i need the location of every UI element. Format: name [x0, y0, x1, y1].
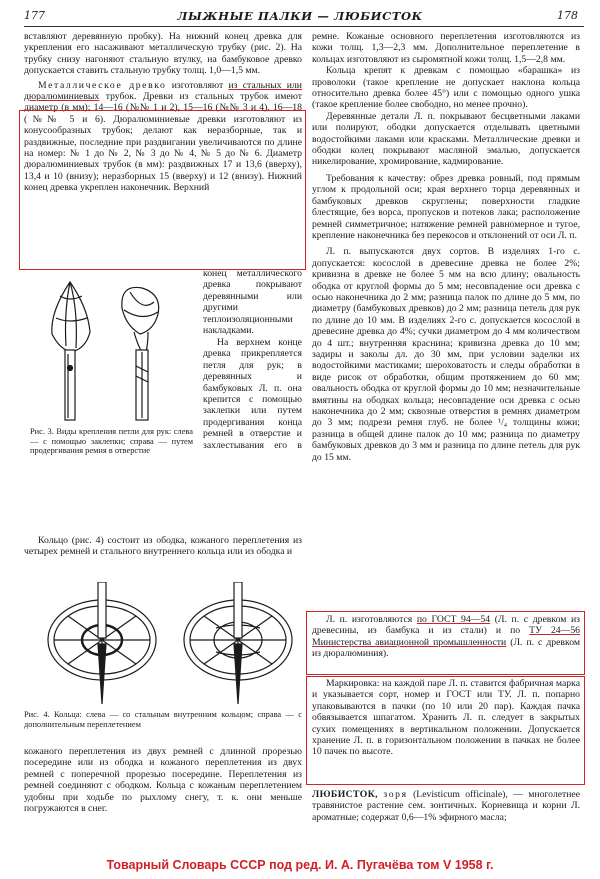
left-p4-box [24, 535, 302, 558]
ring-steel-inner-drawing [48, 582, 156, 704]
grip-threaded-drawing [122, 287, 159, 420]
left-p2-mid: изготовляют [171, 79, 224, 91]
gost-lead: Л. п. изготовляются [326, 614, 413, 625]
steel-duralumin-underline: из стальных или дюралюминиевых [24, 79, 302, 103]
left-paragraph-5: кожаного переплетения из двух ремней с длинной прорезью посередине или из ободка и кожаного переплетения из двух ремней с поперечной прорезью посередине. Переплетения из ремней соединяют с ободком. Кольца с кожаным переплетением удобны при ходьбе по рыхлому снегу, т. к. они меньше погружаются в снег. [24, 746, 302, 815]
entry-lovage [312, 789, 580, 823]
page-number-right: 178 [557, 9, 578, 22]
gost-reference: по ГОСТ 94—54 [416, 614, 491, 625]
right-paragraph-7: Маркировка: на каждой паре Л. п. ставится фабричная марка и указывается сорт, номер и ГОСТ или ТУ. Л. п. попарно упаковываются в пачки (по 10 или 20 пар). Каждая пачка обвязывается шпагатом. Хранить Л. п. следует в закрытых сухих помещениях в вертикальном положении. Допускается хранение Л. п. в горизонтальном положении в пачках не более 10 пачек по высоте. [312, 678, 580, 758]
left-paragraph-4: Кольцо (рис. 4) состоит из ободка, кожаного переплетения из четырех ремней и стального внутреннего кольца или из ободка и [24, 535, 302, 558]
left-paragraph-3: На верхнем конце древка прикрепляется петля для рук; в деревянных и бамбуковых Л. п. она крепится с помощью заклепки или путем продергивания конца ремней в отверстие и захлестывания его в [203, 337, 302, 451]
page-number-left: 177 [24, 9, 45, 22]
figure-4-illustration [40, 582, 302, 706]
header-rule [24, 26, 584, 27]
left-p3-start [203, 337, 302, 452]
right-paragraph-2: Кольца крепят к древкам с помощью «барашка» из проволоки (такое крепление не допускает наклона кольца относительно древка более 45°) или с помощью одного ушка (такое крепление более свободно, но менее прочно). [312, 65, 580, 111]
tu-scope: (Л. п. с древком из дюралюминия). [312, 636, 581, 660]
right-column [312, 31, 580, 463]
entry-headword: ЛЮБИСТОК, [312, 789, 378, 800]
annotation-box-standards [306, 611, 585, 675]
left-p3-continuation-box [24, 452, 302, 532]
entry-latin-name: (Levisticum officinale), [413, 789, 508, 800]
running-title: ЛЫЖНЫЕ ПАЛКИ — ЛЮБИСТОК [177, 9, 423, 23]
figure-3-illustration [30, 272, 190, 422]
left-p5-box [24, 746, 302, 814]
entry-definition: — многолетнее травянистое растение сем. зонтичных. Корневища и корни Л. ароматные; содержат 0,6—1% эфирного масла; [312, 789, 581, 823]
annotation-box-marking [306, 676, 585, 785]
left-p2-rest: трубок. Древки из стальных трубок имеют диаметр (в мм): 14—16 (№№ 1 и 2), 15—16 (№№ 3 и 4), 16—18 (№№ 5 и 6). Дюралюминиевые древки изготовляют из конусообразных трубок; делают как неразборные, так и раздвижные, последние при раздвигании увеличиваются по длине на номер: № 1 до № 2, № 3 до № 4, № 5 до № 6. Диаметр дюралюминиевых трубок (в мм): раздвижных 17 и 13,6 (вверху), 13,4 и 10 (внизу); неразборных 15 (вверху) и 12 (внизу). Нижний конец древка укреплен наконечник. Верхний [24, 91, 302, 194]
tu-reference: ТУ 24—56 Министерства авиационной промышленности [312, 625, 581, 648]
left-wrap-text [203, 268, 302, 336]
ski-rings-drawing [40, 582, 302, 706]
left-wrap-text-2 [203, 337, 302, 452]
source-title: Товарный Словарь СССР под ред. И. А. Пугачёва том V 1958 г. [106, 858, 494, 872]
figure-4-caption: Рис. 4. Кольца: слева — со стальным внутренним кольцом; справа — с дополнительным переплетением [24, 710, 302, 729]
gost-scope: (Л. п. с древком из древесины, из бамбука и из стали) [312, 614, 581, 637]
entry-lovage-text [312, 789, 580, 823]
right-paragraph-1: ремне. Кожаные основного переплетения изготовляются из кожи толщ. 1,3—2,3 мм. Дополнительное переплетение в кольцах изготовляют из сыромятной кожи толщ. 1,5—2,8 мм. [312, 31, 580, 65]
ring-extra-weave-drawing [184, 582, 292, 704]
metal-shaft-term: Металлическое древко [38, 79, 167, 91]
grip-rivet-drawing [52, 282, 90, 420]
left-p2-after: конец металлического древка покрывают деревянными или другими теплоизоляционными накладками. [203, 268, 302, 337]
right-paragraph-4: Требования к качеству: обрез древка ровный, под прямым углом к продольной оси; края верхнего торца деревянных и бамбуковых древков скруглены; поверхности гладкие блестящие, без ворса, пропусков и потеков лака; расположение ремней симметричное; натяжение ремней равномерное и тугое, крепление наконечника без перекосов и отклонений от оси Л. п. [312, 172, 580, 241]
right-paragraph-3: Деревянные детали Л. п. покрывают бесцветными лаками или полируют, ободки допускается отделывать цветными водостойкими лаками или красками. Металлические древки и ободки колец покрывают масляной эмалью, допускается никелирование, хромирование, кадмирование. [312, 110, 580, 168]
right-paragraph-5: Л. п. выпускаются двух сортов. В изделиях 1-го с. допускается: косослой в древесине древка не более 2%; кривизна в древке не более 5 мм на всю длину; овальность ободка от круглой формы до 5 мм; несовпадение оси древка с осью наконечника до 2 мм; разница палок по длине до 5 мм, по диаметру (бамбуковых древков) до 2 мм; разница петель для рук по длине до 10 мм. В изделиях 2-го с. допускается косослой в древесине древка до 4%; сучки диаметром до 4 мм количеством до 4 шт.; внутренняя краснина; кривизна древка до 10 мм; задиры и заколы дл. до 30 мм, при условии заделки их водостойкими мастиками; шероховатость и следы обработки в виде рисок от обработки, общим протяжением до 60 мм; овальность ободка от круглой формы до 10 мм; незначительные вмятины на ободках кольца; несовпадение оси древка с осью наконечника до 2 мм; сквозные отверстия в ремнях диаметром до 3 мм; подрези ремня глуб. не более ¹/₄ толщины кожи; разница в общей длине палок до 10 мм; разница по диаметру бамбуковых древков до 3 мм и разница по длине петель для рук до 15 мм. [312, 246, 580, 463]
entry-synonym: зоря [383, 789, 408, 800]
left-paragraph-1: вставляют деревянную пробку). На нижний конец древка для укрепления его насаживают металлическую трубку (рис. 2). На трубку снизу нагоняют стальную втулку, на бамбуковое древко допускается ставить стальную трубку толщ. 1,0—1,5 мм. [24, 31, 302, 77]
annotation-box-metal-shaft [19, 110, 306, 270]
figure-3-caption: Рис. 3. Виды крепления петли для рук: слева — с помощью заклепки; справа — путем продергивания ремня в отверстие [30, 427, 193, 455]
pole-grip-drawing [30, 272, 190, 422]
tu-connector: и по [495, 625, 521, 637]
